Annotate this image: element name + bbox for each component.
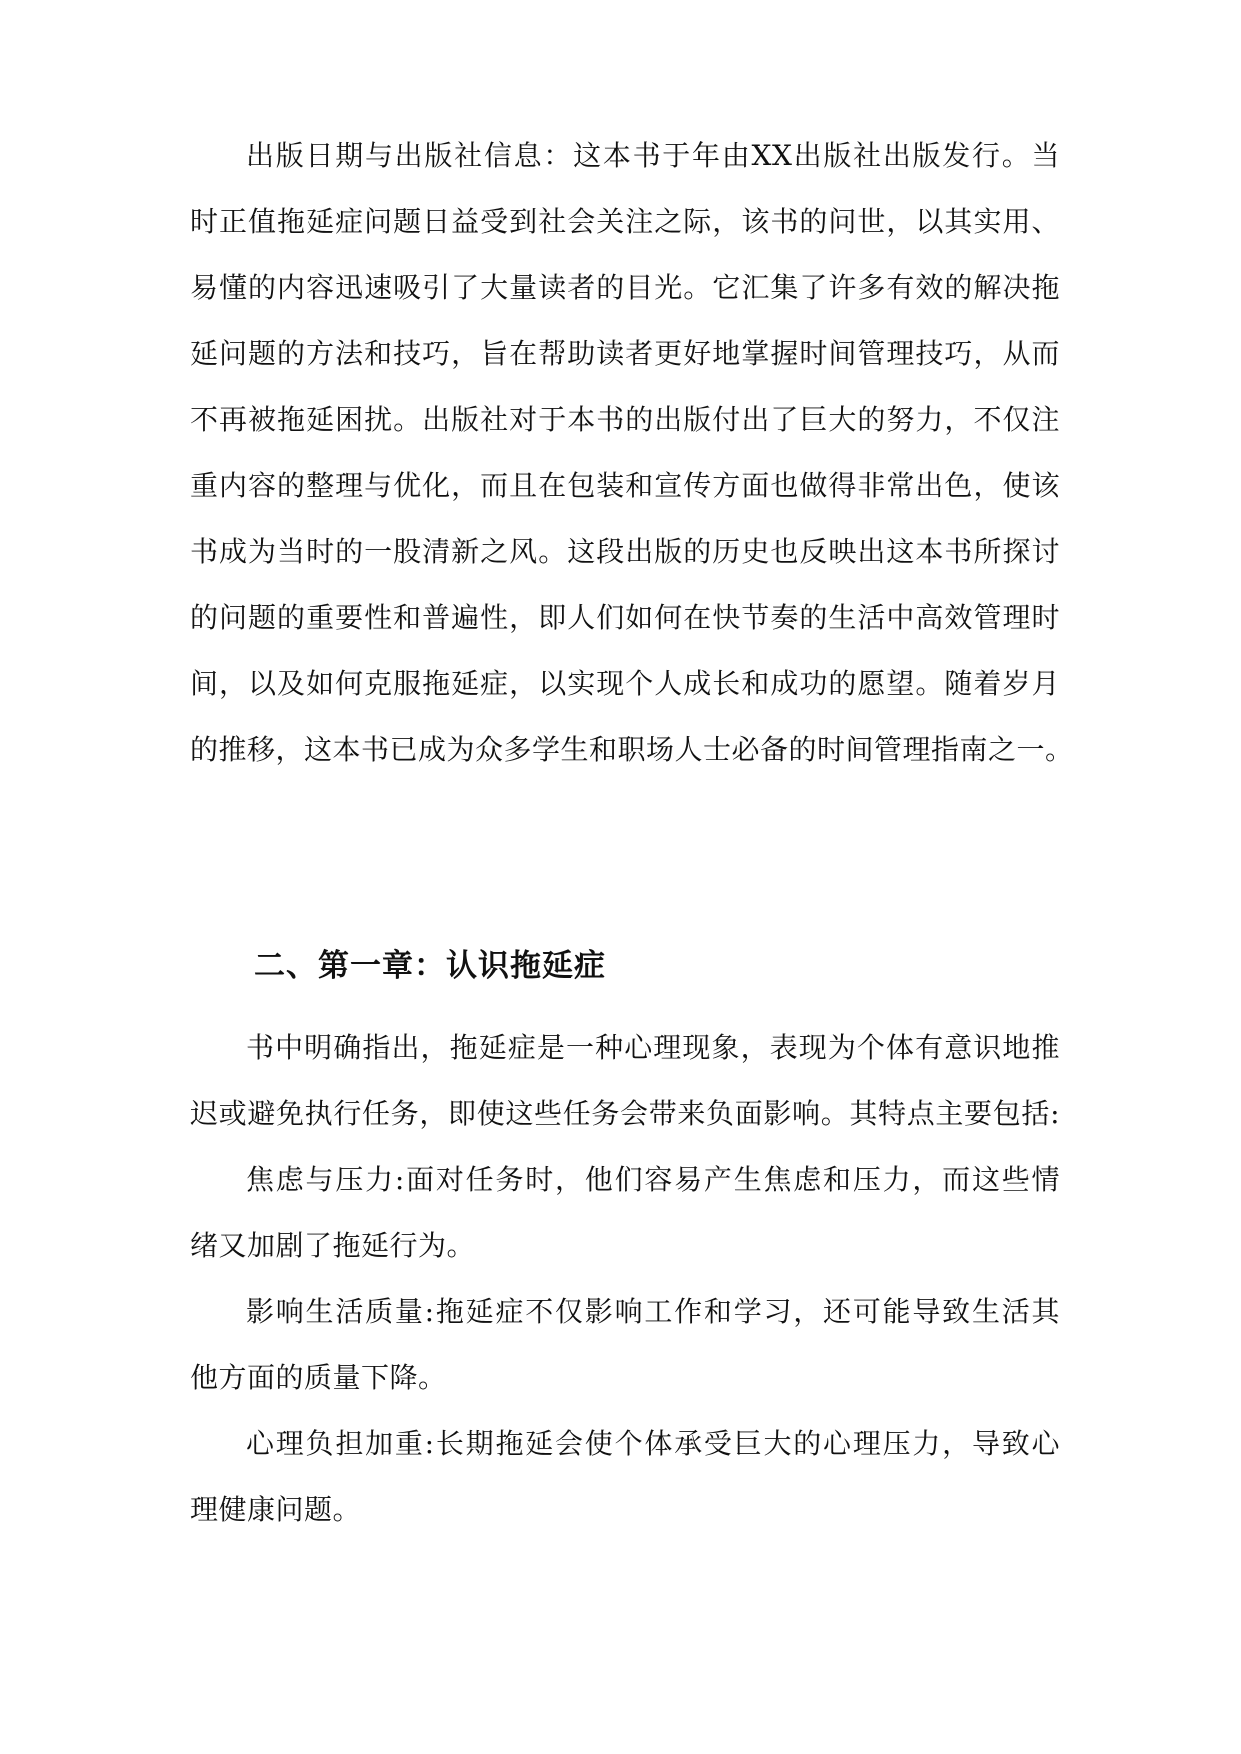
paragraph-1-line-5: 不再被拖延困扰。出版社对于本书的出版付出了巨大的努力，不仅注 [190,403,1060,436]
paragraph-1-line-2: 时正值拖延症问题日益受到社会关注之际，该书的问世，以其实用、 [190,205,1060,238]
paragraph-2-line-1: 书中明确指出，拖延症是一种心理现象，表现为个体有意识地推 [246,1031,1060,1064]
paragraph-5-line-1: 心理负担加重:长期拖延会使个体承受巨大的心理压力，导致心 [246,1427,1060,1460]
paragraph-1-line-7: 书成为当时的一股清新之风。这段出版的历史也反映出这本书所探讨 [190,535,1060,568]
paragraph-1-line-3: 易懂的内容迅速吸引了大量读者的目光。它汇集了许多有效的解决拖 [190,271,1060,304]
paragraph-1-line-8: 的问题的重要性和普遍性，即人们如何在快节奏的生活中高效管理时 [190,601,1060,634]
paragraph-1-line-1: 出版日期与出版社信息：这本书于年由XX出版社出版发行。当 [246,139,1060,172]
paragraph-2-line-2: 迟或避免执行任务，即使这些任务会带来负面影响。其特点主要包括: [190,1097,1060,1130]
paragraph-3-line-1: 焦虑与压力:面对任务时，他们容易产生焦虑和压力，而这些情 [246,1163,1060,1196]
paragraph-1-line-4: 延问题的方法和技巧，旨在帮助读者更好地掌握时间管理技巧，从而 [190,337,1060,370]
section-heading: 二、第一章：认识拖延症 [254,948,606,984]
paragraph-3-line-2: 绪又加剧了拖延行为。 [190,1229,476,1262]
paragraph-1-line-9: 间，以及如何克服拖延症，以实现个人成长和成功的愿望。随着岁月 [190,667,1060,700]
paragraph-5-line-2: 理健康问题。 [190,1493,362,1526]
paragraph-1-line-10: 的推移，这本书已成为众多学生和职场人士必备的时间管理指南之一。 [190,733,1074,766]
paragraph-4-line-2: 他方面的质量下降。 [190,1361,447,1394]
paragraph-4-line-1: 影响生活质量:拖延症不仅影响工作和学习，还可能导致生活其 [246,1295,1060,1328]
paragraph-1-line-6: 重内容的整理与优化，而且在包装和宣传方面也做得非常出色，使该 [190,469,1060,502]
